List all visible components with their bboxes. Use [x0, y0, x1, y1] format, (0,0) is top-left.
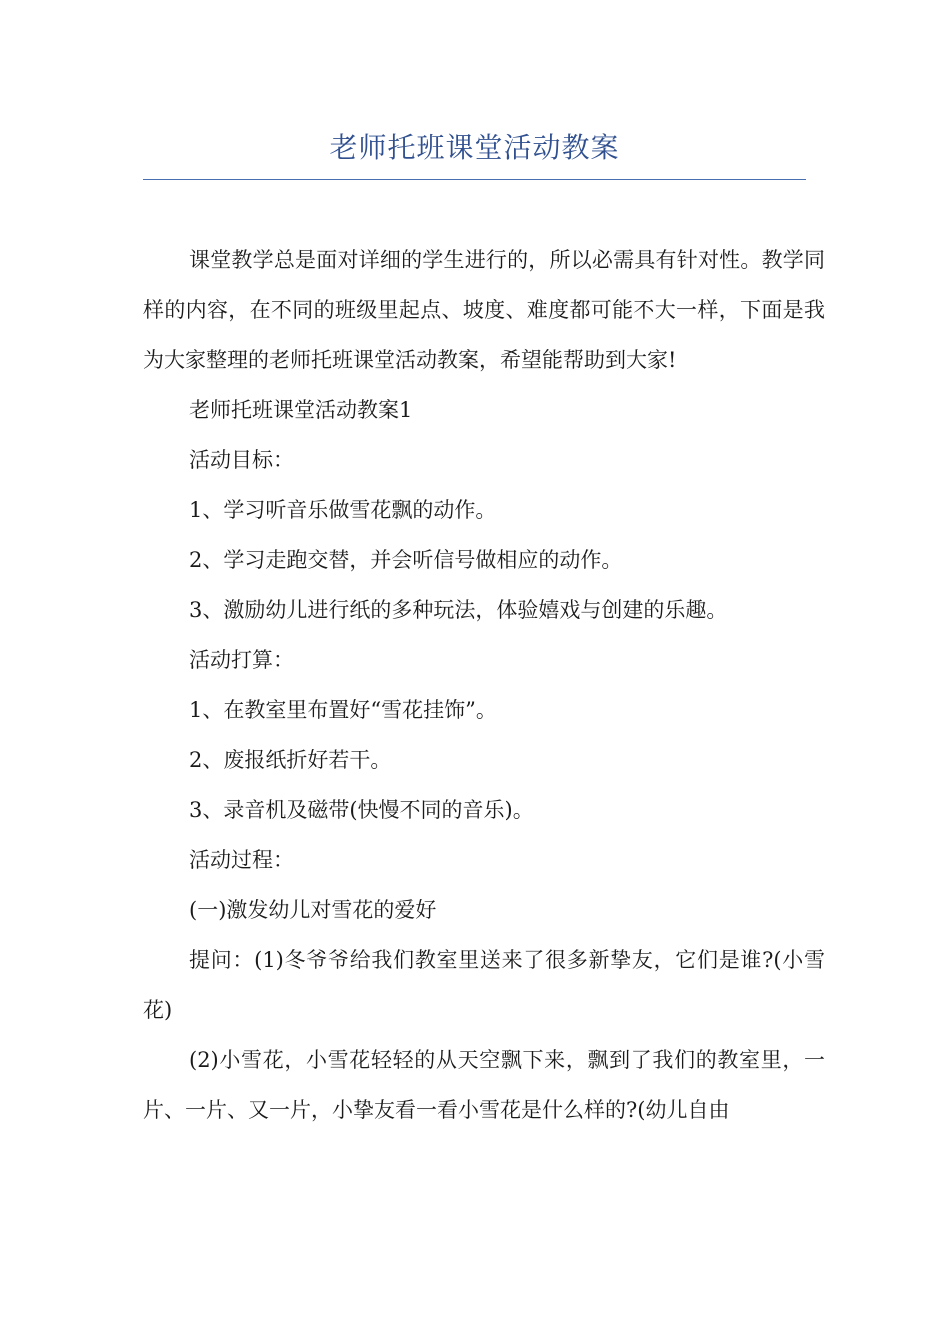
paragraph-process-heading: 活动过程：: [189, 848, 294, 872]
paragraph-goals-heading: 活动目标：: [189, 448, 294, 472]
paragraph-question-2: (2)小雪花，小雪花轻轻的从天空飘下来，飘到了我们的教室里，一片、一片、又一片，小挚友看一看小雪花是什么样的?(幼儿自由: [143, 1048, 825, 1122]
paragraph-prep-3: 3、录音机及磁带(快慢不同的音乐)。: [189, 798, 534, 822]
paragraph-goal-2: 2、学习走跑交替，并会听信号做相应的动作。: [189, 548, 623, 572]
paragraph-intro: 课堂教学总是面对详细的学生进行的，所以必需具有针对性。教学同样的内容，在不同的班级里起点、坡度、难度都可能不大一样，下面是我为大家整理的老师托班课堂活动教案，希望能帮助到大家!: [143, 248, 825, 372]
document-title: 老师托班课堂活动教案: [329, 131, 620, 164]
document-body: [143, 235, 825, 1135]
paragraph-process-step-1: (一)激发幼儿对雪花的爱好: [189, 898, 437, 922]
paragraph-prep-2: 2、废报纸折好若干。: [189, 748, 392, 772]
paragraph-question-1: 提问：(1)冬爷爷给我们教室里送来了很多新挚友，它们是谁?(小雪花): [143, 948, 825, 1022]
paragraph-goal-3: 3、激励幼儿进行纸的多种玩法，体验嬉戏与创建的乐趣。: [189, 598, 728, 622]
title-underline: [143, 179, 806, 180]
paragraph-prep-heading: 活动打算：: [189, 648, 294, 672]
section-heading: 老师托班课堂活动教案1: [189, 398, 413, 422]
paragraph-prep-1: 1、在教室里布置好“雪花挂饰”。: [189, 698, 497, 722]
paragraph-goal-1: 1、学习听音乐做雪花飘的动作。: [189, 498, 497, 522]
